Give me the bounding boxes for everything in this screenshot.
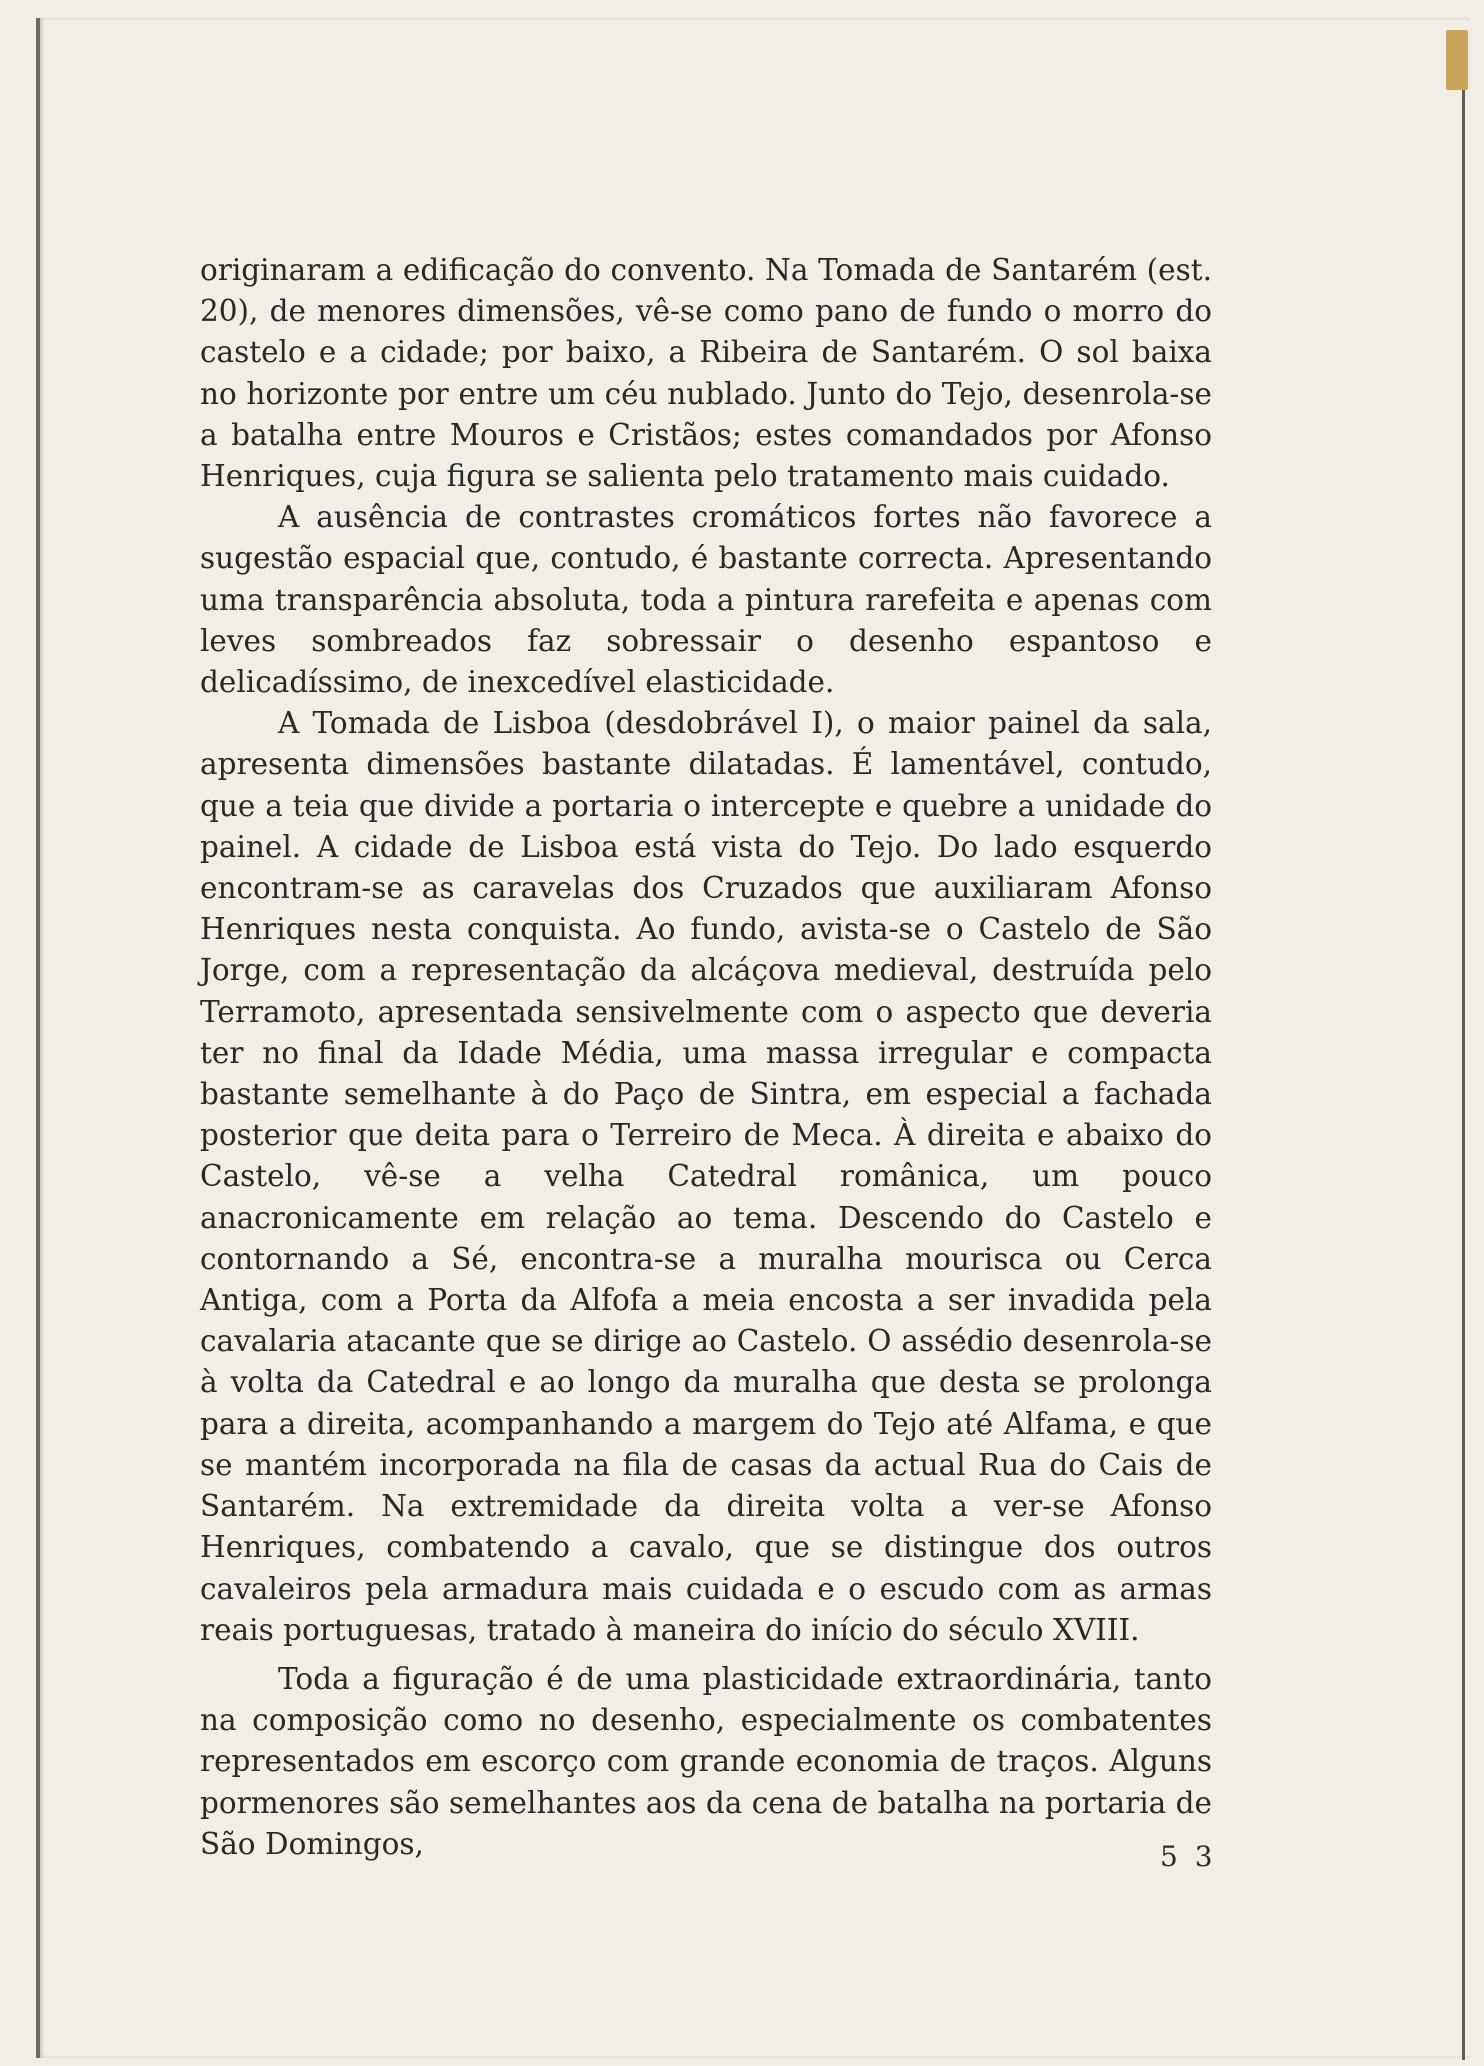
paragraph-4: Toda a figuração é de uma plasticidade extraordinária, tanto na composição como no desenho, especialmente os combatentes representados em escorço com grande economia de traços. Alguns pormenores são semelhantes aos da cena de batalha na portaria de São Domingos, [200,1661,1212,1861]
body-text [200,250,1212,1865]
page-edge [1462,70,1465,2060]
paragraph-1: originaram a edificação do convento. Na Tomada de Santarém (est. 20), de menores dimensões, vê-se como pano de fundo o morro do castelo e a cidade; por baixo, a Ribeira de Santarém. O sol baixa no horizonte por entre um céu nublado. Junto do Tejo, desenrola-se a batalha entre Mouros e Cristãos; estes comandados por Afonso Henriques, cuja figura se salienta pelo tratamento mais cuidado. [200,253,1212,494]
paragraph-2: A ausência de contrastes cromáticos fortes não favorece a sugestão espacial que, contudo, é bastante correcta. Apresentando uma transparência absoluta, toda a pintura rarefeita e apenas com leves sombreados faz sobressair o desenho espantoso e delicadíssimo, de inexcedível elasticidade. [200,500,1212,700]
paper-tab [1446,30,1468,90]
paragraph-3: A Tomada de Lisboa (desdobrável I), o maior painel da sala, apresenta dimensões bastante dilatadas. É lamentável, contudo, que a teia que divide a portaria o intercepte e quebre a unidade do painel. A cidade de Lisboa está vista do Tejo. Do lado esquerdo encontram-se as caravelas dos Cruzados que auxiliaram Afonso Henriques nesta conquista. Ao fundo, avista-se o Castelo de São Jorge, com a representação da alcáçova medieval, destruída pelo Terramoto, apresentada sensivelmente com o aspecto que deveria ter no final da Idade Média, uma massa irregular e compacta bastante semelhante à do Paço de Sintra, em especial a fachada posterior que deita para o Terreiro de Meca. À direita e abaixo do Castelo, vê-se a velha Catedral românica, um pouco anacronicamente em relação ao tema. Descendo do Castelo e contornando a Sé, encontra-se a muralha mourisca ou Cerca Antiga, com a Porta da Alfofa a meia encosta a ser invadida pela cavalaria atacante que se dirige ao Castelo. O assédio desenrola-se à volta da Catedral e ao longo da muralha que desta se prolonga para a direita, acompanhando a margem do Tejo até Alfama, e que se mantém incorporada na fila de casas da actual Rua do Cais de Santarém. Na extremidade da direita volta a ver-se Afonso Henriques, combatendo a cavalo, que se distingue dos outros cavaleiros pela armadura mais cuidada e o escudo com as armas reais portuguesas, tratado à maneira do início do século XVIII. [200,706,1212,1647]
page-number: 5 3 [1160,1840,1217,1873]
